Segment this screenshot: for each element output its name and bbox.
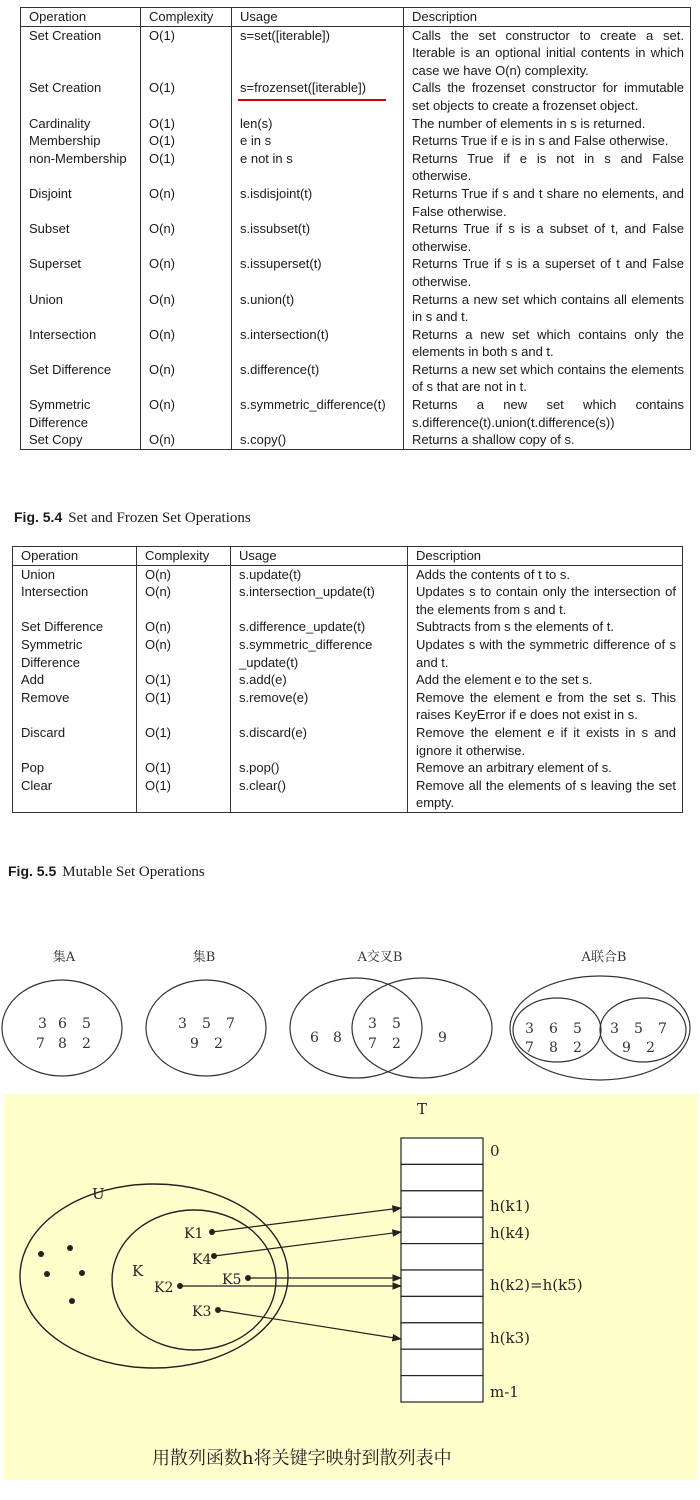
slot-label-h-k2-h-k5: h(k2)=h(k5) [490,1276,583,1294]
hash-slot [401,1138,483,1164]
universe-label: U [92,1185,105,1203]
union-title: A联合B [581,950,627,965]
operation-cell: Union [13,565,137,583]
key-label-k1: K1 [184,1226,204,1242]
hash-slot [401,1270,483,1296]
operation-cell: Set Difference [21,361,141,396]
table-row [13,636,683,671]
operation-cell: Set Creation [21,26,141,79]
hash-slot [401,1296,483,1322]
hash-caption: 用散列函数h将关键字映射到散列表中 [152,1448,452,1469]
operation-cell: Set Creation [21,79,141,114]
hash-table-slots [401,1138,483,1402]
complexity-cell: O(n) [137,583,231,618]
header-operation: Operation [21,8,141,27]
key-label-k2: K2 [154,1280,174,1296]
venn-value: 2 [646,1040,655,1056]
table-row [21,326,691,361]
table-header-row [13,547,683,566]
table-header-row [21,8,691,27]
universe-element-dot [79,1270,85,1276]
table-row [21,185,691,220]
usage-cell: s.update(t) [231,565,408,583]
operation-cell: Symmetric Difference [21,396,141,431]
complexity-cell: O(n) [141,396,232,431]
complexity-cell: O(1) [137,689,231,724]
usage-cell: e not in s [232,150,404,185]
description-cell: Returns a new set which contains s.difference(t).union(t.difference(s)) [404,396,691,431]
usage-cell: s.intersection_update(t) [231,583,408,618]
complexity-cell: O(n) [141,291,232,326]
description-cell: Returns True if e is not in s and False otherwise. [404,150,691,185]
venn-value: 3 [38,1016,47,1032]
usage-cell: len(s) [232,115,404,133]
description-cell: Returns True if s is a superset of t and False otherwise. [404,255,691,290]
table-row [13,565,683,583]
description-cell: Calls the frozenset constructor for immutable set objects to create a frozenset object. [404,79,691,114]
description-cell: Updates s to contain only the intersection of the elements from s and t. [408,583,683,618]
venn-value: 6 [549,1021,558,1037]
header-usage: Usage [231,547,408,566]
table-row [21,220,691,255]
complexity-cell: O(1) [137,759,231,777]
complexity-cell: O(n) [141,255,232,290]
venn-value: 8 [333,1030,342,1046]
complexity-cell: O(n) [141,431,232,449]
description-cell: Subtracts from s the elements of t. [408,618,683,636]
slot-label-h-k3: h(k3) [490,1329,530,1347]
venn-value: 7 [525,1040,534,1056]
table-row [21,255,691,290]
usage-cell: s.isdisjoint(t) [232,185,404,220]
complexity-cell: O(n) [137,565,231,583]
universe-element-dot [38,1251,44,1257]
figure-caption-5-4 [14,509,251,527]
operation-cell: Add [13,671,137,689]
table-label: T [417,1100,428,1118]
venn-value: 5 [392,1016,401,1032]
operation-cell: Subset [21,220,141,255]
venn-value: 5 [202,1016,211,1032]
complexity-cell: O(n) [141,326,232,361]
operation-cell: Remove [13,689,137,724]
venn-value: 7 [368,1036,377,1052]
slot-label-0: 0 [490,1142,500,1160]
operation-cell: Discard [13,724,137,759]
venn-value: 8 [58,1036,67,1052]
figure-title: Set and Frozen Set Operations [68,510,251,526]
venn-value: 7 [36,1036,45,1052]
table-row [21,431,691,449]
table-row [21,115,691,133]
header-description: Description [408,547,683,566]
operation-cell: Symmetric Difference [13,636,137,671]
hash-slot [401,1376,483,1402]
hash-diagram [4,1094,698,1480]
hash-diagram-panel [4,1094,698,1480]
usage-cell: s.union(t) [232,291,404,326]
intersect-title: A交叉B [357,950,403,965]
venn-value: 2 [214,1036,223,1052]
venn-value: 6 [58,1016,67,1032]
table-row [13,759,683,777]
key-label-k5: K5 [222,1272,242,1288]
description-cell: Remove an arbitrary element of s. [408,759,683,777]
mutable-set-operations-table [12,546,683,813]
description-cell: Returns a new set which contains the elements of s that are not in t. [404,361,691,396]
key-set-label: K [132,1262,144,1280]
table-row [13,777,683,813]
venn-value: 8 [549,1040,558,1056]
table-row [21,79,691,114]
venn-value: 9 [622,1040,631,1056]
description-cell: Returns a shallow copy of s. [404,431,691,449]
complexity-cell: O(1) [141,150,232,185]
venn-value: 3 [368,1016,377,1032]
header-usage: Usage [232,8,404,27]
table-row [21,361,691,396]
set-a-title: 集A [52,950,76,965]
description-cell: Remove the element e from the set s. This raises KeyError if e does not exist in s. [408,689,683,724]
table-row [21,132,691,150]
description-cell: Returns True if e is in s and False otherwise. [404,132,691,150]
table-row [21,396,691,431]
figure-number: Fig. 5.4 [14,509,63,525]
usage-cell: e in s [232,132,404,150]
table-row [13,583,683,618]
operation-cell: Intersection [13,583,137,618]
description-cell: Remove the element e if it exists in s and ignore it otherwise. [408,724,683,759]
operation-cell: Disjoint [21,185,141,220]
complexity-cell: O(1) [141,79,232,114]
set-b-title: 集B [192,950,216,965]
complexity-cell: O(n) [141,185,232,220]
operation-cell: Intersection [21,326,141,361]
description-cell: Updates s with the symmetric difference of s and t. [408,636,683,671]
usage-cell: s=set([iterable]) [232,26,404,79]
complexity-cell: O(1) [141,26,232,79]
usage-cell: s.discard(e) [231,724,408,759]
venn-value: 9 [438,1030,447,1046]
venn-value: 7 [226,1016,235,1032]
venn-value: 7 [658,1021,667,1037]
set-operations-table [20,7,691,450]
table-row [21,26,691,79]
universe-element-dot [67,1245,73,1251]
usage-cell: s.difference_update(t) [231,618,408,636]
venn-value: 3 [525,1021,534,1037]
operation-cell: Superset [21,255,141,290]
key-label-k4: K4 [192,1252,212,1268]
venn-value: 5 [82,1016,91,1032]
venn-diagrams [0,930,700,1090]
description-cell: Returns a new set which contains all elements in s and t. [404,291,691,326]
usage-cell: s=frozenset([iterable]) [232,79,404,114]
table-row [13,671,683,689]
description-cell: Remove all the elements of s leaving the set empty. [408,777,683,813]
operation-cell: Pop [13,759,137,777]
universe-element-dot [69,1298,75,1304]
venn-value: 3 [610,1021,619,1037]
operation-cell: Set Copy [21,431,141,449]
arrow-k1 [212,1208,401,1232]
hash-slot [401,1217,483,1243]
description-cell: Returns True if s and t share no elements, and False otherwise. [404,185,691,220]
description-cell: Calls the set constructor to create a set. Iterable is an optional initial contents in which case we have O(n) complexity. [404,26,691,79]
red-underline [238,99,386,101]
operation-cell: non-Membership [21,150,141,185]
complexity-cell: O(1) [141,115,232,133]
complexity-cell: O(n) [141,361,232,396]
figure-caption-5-5 [8,863,205,881]
intersect-left-ellipse [290,978,422,1078]
venn-value: 5 [573,1021,582,1037]
figure-title: Mutable Set Operations [62,864,205,880]
complexity-cell: O(1) [141,132,232,150]
usage-cell: s.remove(e) [231,689,408,724]
complexity-cell: O(n) [137,618,231,636]
header-operation: Operation [13,547,137,566]
usage-cell: s.clear() [231,777,408,813]
operation-cell: Clear [13,777,137,813]
hash-slot [401,1323,483,1349]
description-cell: Add the element e to the set s. [408,671,683,689]
venn-value: 2 [573,1040,582,1056]
complexity-cell: O(1) [137,777,231,813]
hash-slot [401,1244,483,1270]
hash-slot [401,1349,483,1375]
figure-number: Fig. 5.5 [8,863,57,879]
table-row [13,618,683,636]
header-complexity: Complexity [137,547,231,566]
description-cell: The number of elements in s is returned. [404,115,691,133]
usage-cell: s.add(e) [231,671,408,689]
description-cell: Returns True if s is a subset of t, and False otherwise. [404,220,691,255]
table-row [21,291,691,326]
usage-cell: s.pop() [231,759,408,777]
arrow-k4 [214,1232,401,1256]
table-row [21,150,691,185]
operation-cell: Cardinality [21,115,141,133]
complexity-cell: O(1) [137,724,231,759]
description-cell: Adds the contents of t to s. [408,565,683,583]
venn-value: 2 [82,1036,91,1052]
usage-cell: s.difference(t) [232,361,404,396]
description-cell: Returns a new set which contains only the elements in both s and t. [404,326,691,361]
usage-cell: s.issuperset(t) [232,255,404,290]
slot-label-h-k4: h(k4) [490,1224,530,1242]
venn-value: 6 [310,1030,319,1046]
slot-label-h-k1: h(k1) [490,1197,530,1215]
table-row [13,689,683,724]
usage-cell: s.copy() [232,431,404,449]
key-label-k3: K3 [192,1304,212,1320]
hash-slot [401,1164,483,1190]
slot-label-m-1: m-1 [490,1383,519,1401]
usage-cell: s.issubset(t) [232,220,404,255]
complexity-cell: O(n) [141,220,232,255]
header-description: Description [404,8,691,27]
venn-value: 9 [190,1036,199,1052]
usage-cell: s.intersection(t) [232,326,404,361]
venn-value: 3 [178,1016,187,1032]
venn-value: 5 [634,1021,643,1037]
complexity-cell: O(n) [137,636,231,671]
operation-cell: Membership [21,132,141,150]
hash-slot [401,1191,483,1217]
usage-cell: s.symmetric_difference _update(t) [231,636,408,671]
venn-value: 2 [392,1036,401,1052]
header-complexity: Complexity [141,8,232,27]
table-row [13,724,683,759]
universe-element-dot [44,1271,50,1277]
complexity-cell: O(1) [137,671,231,689]
operation-cell: Set Difference [13,618,137,636]
usage-cell: s.symmetric_difference(t) [232,396,404,431]
operation-cell: Union [21,291,141,326]
